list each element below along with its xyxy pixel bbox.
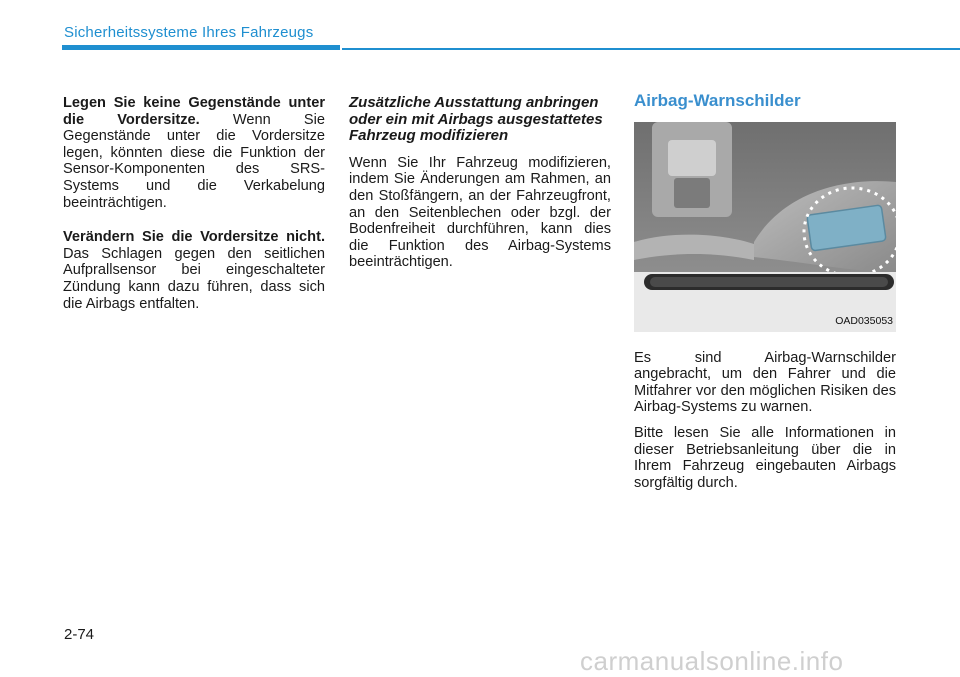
sun-visor-illustration	[634, 122, 896, 332]
section-header: Sicherheitssysteme Ihres Fahrzeugs	[64, 24, 314, 41]
paragraph-labels-purpose: Es sind Airbag-Warnschilder angebracht, um den Fahrer und die Mitfahrer vor den möglichen Risiken des Airbag-Systems zu warnen.	[634, 349, 896, 416]
figure-code: OAD035053	[835, 315, 893, 327]
page-number: 2-74	[64, 626, 95, 643]
column-middle	[349, 95, 611, 271]
section-title-warning-labels: Airbag-Warnschilder	[634, 91, 801, 110]
paragraph-seats-objects	[63, 95, 325, 211]
watermark: carmanualsonline.info	[580, 646, 844, 676]
header-rule-thin	[342, 48, 960, 50]
bold-lead: Verändern Sie die Vordersitze nicht.	[63, 229, 325, 246]
header-rule-thick	[62, 45, 340, 50]
paragraph-seats-modify	[63, 229, 325, 312]
airbag-label-figure	[634, 122, 896, 332]
paragraph-text: Das Schlagen gegen den seitlichen Aufprallsensor bei eingeschalteter Zündung kann dazu führen, dass sich die Airbags entfalten.	[63, 245, 325, 312]
bold-lead: Legen Sie keine Gegenstände unter die Vordersitze.	[63, 95, 325, 128]
paragraph-modification: Wenn Sie Ihr Fahrzeug modifizieren, indem Sie Änderungen am Rahmen, an den Stoßfängern, an der Fahrzeugfront, an den Seitenblechen oder bzgl. der Bodenfreiheit durchführen, kann dies die Funktion des Airbag-Systems beeinträchtigen.	[349, 154, 611, 271]
paragraph-text: Wenn Sie Gegenstände unter die Vordersitze legen, könnten diese die Funktion der Sensor-Komponenten des SRS-Systems und die Verkabelung beeinträchtigen.	[63, 111, 326, 211]
column-right	[634, 93, 896, 491]
column-left	[63, 95, 325, 312]
paragraph-read-manual: Bitte lesen Sie alle Informationen in dieser Betriebsanleitung über die in Ihrem Fahrzeug eingebauten Airbags sorgfältig durch.	[634, 424, 896, 491]
subheading-modification: Zusätzliche Ausstattung anbringen oder ein mit Airbags ausgestattetes Fahrzeug modifizieren	[349, 94, 603, 145]
